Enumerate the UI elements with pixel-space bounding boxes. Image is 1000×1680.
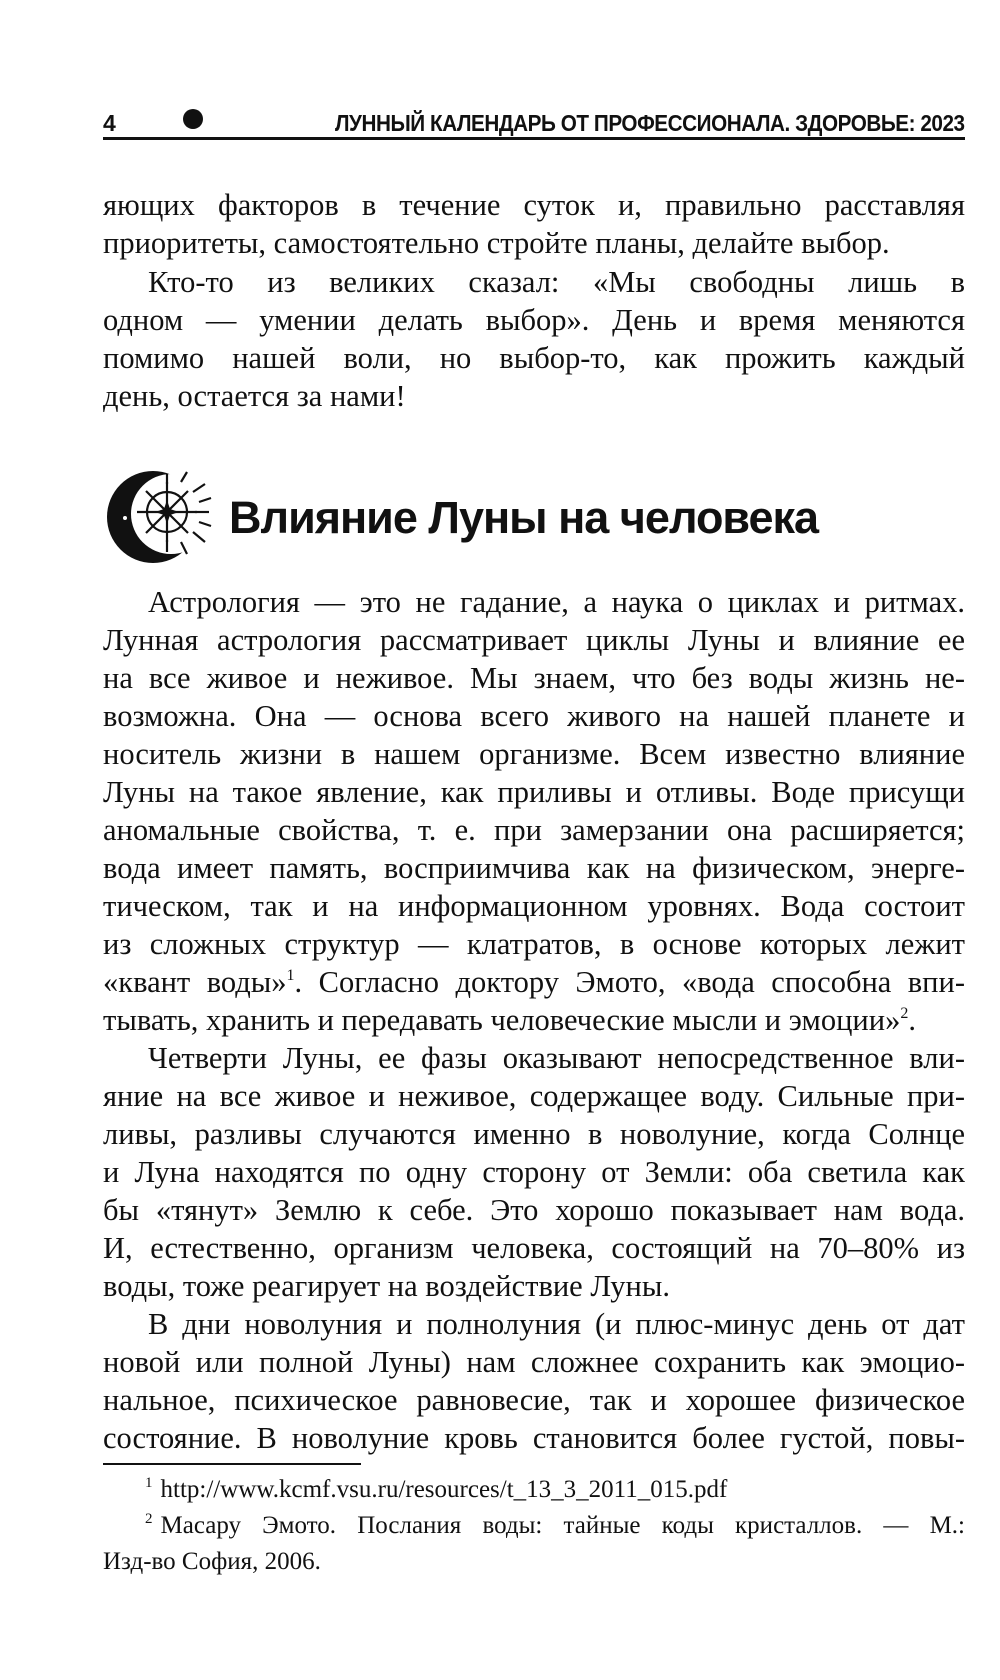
footnotes: [103, 1472, 965, 1580]
text-line: Четверти Луны, ее фазы оказывают непосредственное вли-: [148, 1041, 965, 1075]
text-line: В дни новолуния и полнолуния (и плюс-минус день от дат: [148, 1307, 965, 1341]
text-line: тывать, хранить и передавать человеческие мысли и эмоции»$^2$.: [103, 1003, 916, 1037]
header-rule: [103, 137, 965, 140]
text-line: помимо нашей воли, но выбор-то, как прожить каждый: [103, 341, 965, 375]
text-line: приоритеты, самостоятельно стройте планы, делайте выбор.: [103, 226, 890, 260]
text-line: воды, тоже реагирует на воздействие Луны.: [103, 1269, 670, 1303]
text-line: Лунная астрология рассматривает циклы Луны и влияние ее: [103, 623, 965, 657]
text-line: «квант воды»$^1$. Согласно доктору Эмото, «вода способна впи-: [103, 965, 965, 999]
running-title: ЛУННЫЙ КАЛЕНДАРЬ ОТ ПРОФЕССИОНАЛА. ЗДОРОВЬЕ: 2023: [335, 110, 965, 136]
intro-paragraph-2: [103, 263, 965, 415]
text-line: новой или полной Луны) нам сложнее сохранить как эмоцио-: [103, 1345, 965, 1379]
text-line: день, остается за нами!: [103, 379, 406, 413]
text-line: Астрология — это не гадание, а наука о циклах и ритмах.: [148, 585, 965, 619]
text-line: возможна. Она — основа всего живого на нашей планете и: [103, 699, 965, 733]
section-title: Влияние Луны на человека: [229, 492, 819, 543]
text-line: И, естественно, организм человека, состоящий на 70–80% из: [103, 1231, 965, 1265]
body-text: [103, 583, 965, 1457]
text-line: и Луна находятся по одну сторону от Земли: оба светила как: [103, 1155, 965, 1189]
footnote-ref-2[interactable]: 2: [900, 1005, 909, 1022]
header-bullet-icon: [183, 109, 203, 129]
text-line: носитель жизни в нашем организме. Всем известно влияние: [103, 737, 965, 771]
text-line: Луны на такое явление, как приливы и отливы. Воде присущи: [103, 775, 965, 809]
text-line: тическом, так и на информационном уровнях. Вода состоит: [103, 889, 965, 923]
footnote-2: $^2$ Масару Эмото. Послания воды: тайные коды кристаллов. — М.:: [145, 1511, 965, 1539]
footnote-link[interactable]: http://www.kcmf.vsu.ru/resources/t_13_3_2011_015.pdf: [160, 1476, 728, 1503]
text-line: вода имеет память, восприимчива как на физическом, энерге-: [103, 851, 965, 885]
footnote-ref-1[interactable]: 1: [286, 967, 295, 984]
text-line: из сложных структур — клатратов, в основе которых лежит: [103, 927, 965, 961]
text-line: состояние. В новолуние кровь становится более густой, повы-: [103, 1421, 965, 1455]
moon-sun-icon: [103, 462, 223, 572]
intro-paragraph-1: [103, 186, 965, 262]
text-line: ливы, разливы случаются именно в новолуние, когда Солнце: [103, 1117, 965, 1151]
text-line: аномальные свойства, т. е. при замерзании она расширяется;: [103, 813, 965, 847]
page-number: 4: [103, 110, 116, 136]
footnote-rule: [103, 1463, 361, 1465]
footnote-1: $^1$ http://www.kcmf.vsu.ru/resources/t_13_3_2011_015.pdf: [145, 1475, 728, 1503]
text-line: одном — умении делать выбор». День и время меняются: [103, 303, 965, 337]
page-header: [103, 100, 965, 140]
text-line: Кто-то из великих сказал: «Мы свободны лишь в: [148, 265, 965, 299]
text-line: бы «тянут» Землю к себе. Это хорошо показывает нам вода.: [103, 1193, 965, 1227]
text-line: на все живое и неживое. Мы знаем, что без воды жизнь не-: [103, 661, 965, 695]
text-line: нальное, психическое равновесие, так и хорошее физическое: [103, 1383, 965, 1417]
section-heading: [103, 462, 965, 572]
footnote-2-cont: Изд-во София, 2006.: [103, 1548, 321, 1575]
text-line: яющих факторов в течение суток и, правильно расставляя: [103, 188, 965, 222]
text-line: яние на все живое и неживое, содержащее воду. Сильные при-: [103, 1079, 965, 1113]
